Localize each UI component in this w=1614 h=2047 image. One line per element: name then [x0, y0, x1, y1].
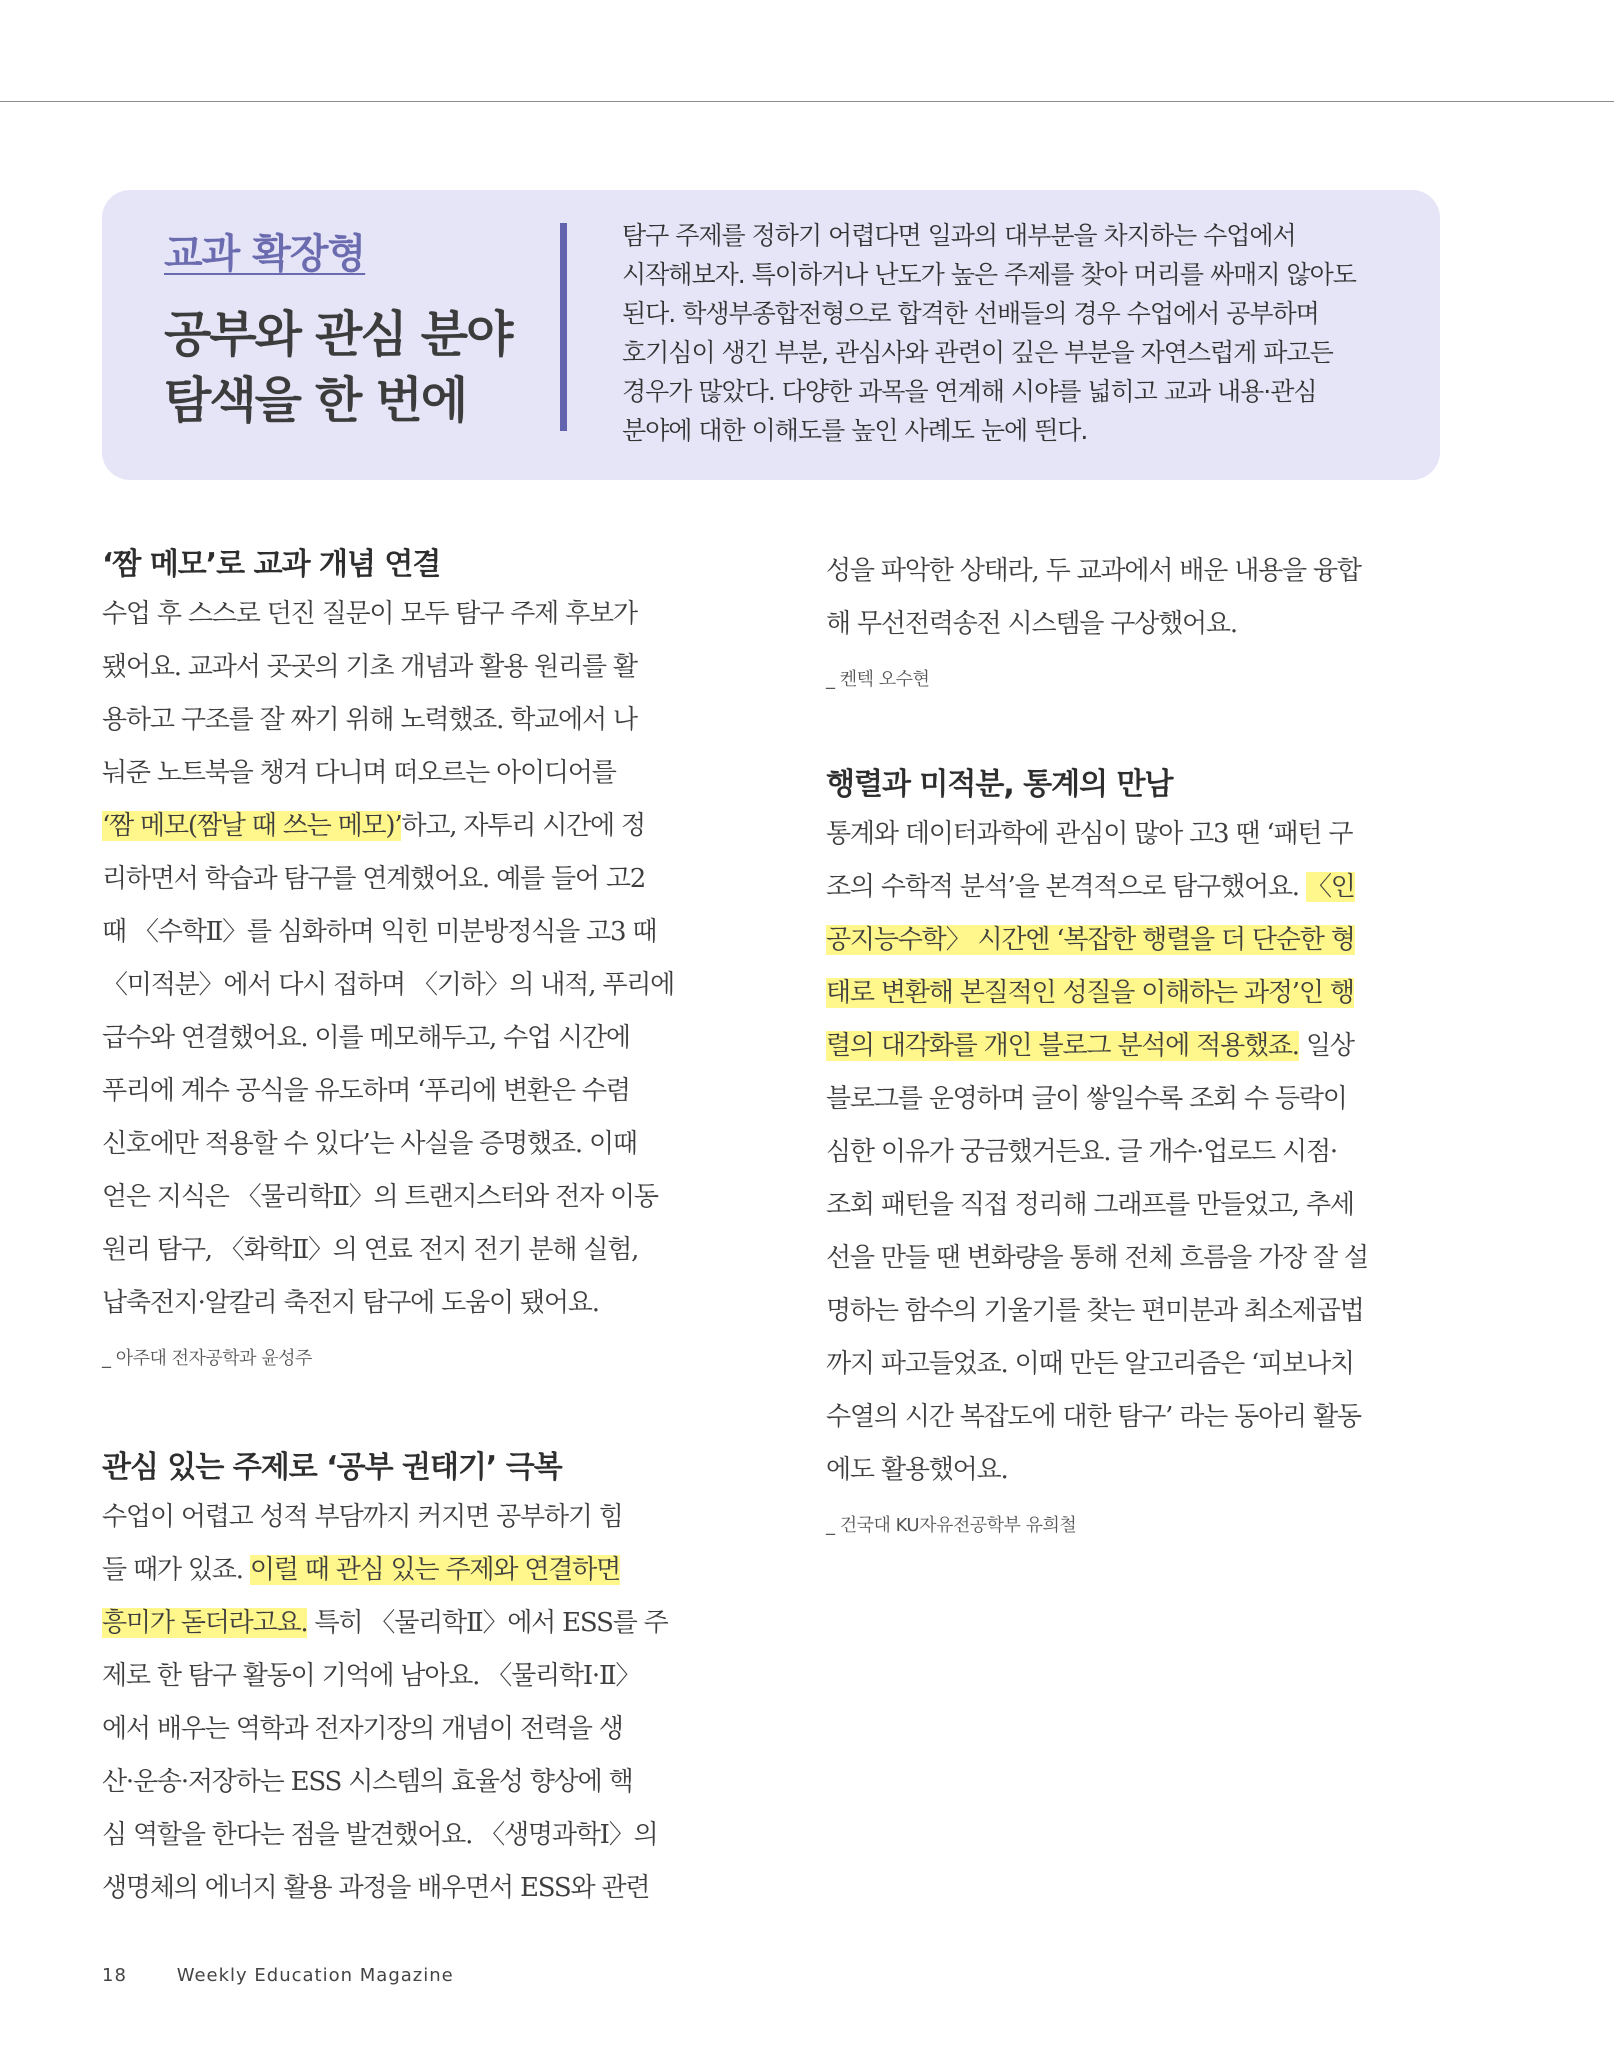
- body-line: 선을 만들 땐 변화량을 통해 전체 흐름을 가장 잘 설: [826, 1243, 1368, 1273]
- section-heading: ‘짬 메모’로 교과 개념 연결: [102, 547, 441, 582]
- intro-category-tag: 교과 확장형: [164, 231, 366, 277]
- section-heading: 행렬과 미적분, 통계의 만남: [826, 767, 1173, 802]
- body-line: 용하고 구조를 잘 짜기 위해 노력했죠. 학교에서 나: [102, 705, 637, 735]
- body-line: [826, 914, 1442, 967]
- body-text: 특히 〈물리학Ⅱ〉에서 ESS를 주: [307, 1608, 668, 1638]
- body-line: 명하는 함수의 기울기를 찾는 편미분과 최소제곱법: [826, 1296, 1364, 1326]
- intro-vertical-divider: [560, 223, 567, 431]
- section-spacer: [826, 692, 1442, 765]
- body-line: 신호에만 적용할 수 있다’는 사실을 증명했죠. 이때: [102, 1129, 637, 1159]
- source-credit: _ 건국대 KU자유전공학부 유희철: [826, 1515, 1077, 1536]
- intro-description: [622, 216, 1422, 450]
- body-text: 일상: [1298, 1031, 1354, 1061]
- page-number: 18: [102, 1965, 127, 1986]
- body-line: 제로 한 탐구 활동이 기억에 남아요. 〈물리학Ⅰ·Ⅱ〉: [102, 1661, 641, 1691]
- body-line: 원리 탐구, 〈화학Ⅱ〉의 연료 전지 전기 분해 실험,: [102, 1235, 639, 1265]
- highlighted-text: 태로 변환해 본질적인 성질을 이해하는 과정’인 행: [826, 978, 1354, 1008]
- intro-title-line: 공부와 관심 분야: [164, 306, 512, 363]
- intro-description-line: 탐구 주제를 정하기 어렵다면 일과의 대부분을 차지하는 수업에서: [622, 221, 1296, 250]
- intro-title-line: 탐색을 한 번에: [164, 372, 467, 429]
- body-line: 〈미적분〉에서 다시 접하며 〈기하〉의 내적, 푸리에: [102, 970, 675, 1000]
- intro-description-line: 된다. 학생부종합전형으로 합격한 선배들의 경우 수업에서 공부하며: [622, 299, 1319, 328]
- intro-box: [102, 190, 1440, 480]
- body-line: 심 역할을 한다는 점을 발견했어요. 〈생명과학Ⅰ〉의: [102, 1820, 658, 1850]
- body-line: 심한 이유가 궁금했거든요. 글 개수·업로드 시점·: [826, 1137, 1337, 1167]
- body-line: 생명체의 에너지 활용 과정을 배우면서 ESS와 관련: [102, 1873, 650, 1903]
- body-line: 수열의 시간 복잡도에 대한 탐구’ 라는 동아리 활동: [826, 1402, 1361, 1432]
- body-line: [826, 967, 1442, 1020]
- body-line: 산·운송·저장하는 ESS 시스템의 효율성 향상에 핵: [102, 1767, 633, 1797]
- body-line: [102, 800, 720, 853]
- highlighted-text: 공지능수학〉 시간엔 ‘복잡한 행렬을 더 단순한 형: [826, 925, 1355, 955]
- body-line: 눠준 노트북을 챙겨 다니며 떠오르는 아이디어를: [102, 758, 616, 788]
- section-matrix: [826, 765, 1442, 1538]
- body-line: 블로그를 운영하며 글이 쌓일수록 조회 수 등락이: [826, 1084, 1347, 1114]
- body-line: [102, 1544, 720, 1597]
- body-line: 조회 패턴을 직접 정리해 그래프를 만들었고, 추세: [826, 1190, 1354, 1220]
- left-column: [102, 545, 720, 1915]
- body-line: 납축전지·알칼리 축전지 탐구에 도움이 됐어요.: [102, 1288, 599, 1318]
- highlighted-text: 이럴 때 관심 있는 주제와 연결하면: [249, 1555, 620, 1585]
- body-line: 수업이 어렵고 성적 부담까지 커지면 공부하기 힘: [102, 1502, 623, 1532]
- highlighted-text: 렬의 대각화를 개인 블로그 분석에 적용했죠.: [826, 1031, 1299, 1061]
- body-line: 성을 파악한 상태라, 두 교과에서 배운 내용을 융합: [826, 556, 1361, 586]
- body-line: [826, 861, 1442, 914]
- body-text: 하고, 자투리 시간에 정: [401, 811, 645, 841]
- body-line: 리하면서 학습과 탐구를 연계했어요. 예를 들어 고2: [102, 864, 646, 894]
- body-line: [102, 1597, 720, 1650]
- body-line: 때 〈수학Ⅱ〉를 심화하며 익힌 미분방정식을 고3 때: [102, 917, 657, 947]
- body-line: [826, 1020, 1442, 1073]
- body-line: 에도 활용했어요.: [826, 1455, 1008, 1485]
- body-text: 들 때가 있죠.: [102, 1555, 250, 1585]
- top-divider-line: [0, 101, 1614, 102]
- highlighted-text: 〈인: [1305, 872, 1355, 902]
- intro-title: [164, 302, 511, 434]
- section-heading: 관심 있는 주제로 ‘공부 권태기’ 극복: [102, 1450, 562, 1485]
- intro-description-line: 호기심이 생긴 부분, 관심사와 관련이 깊은 부분을 자연스럽게 파고든: [622, 338, 1333, 367]
- highlighted-text: ‘짬 메모(짬날 때 쓰는 메모)’: [102, 811, 402, 841]
- right-column: [826, 545, 1442, 1538]
- section-interest: [102, 1448, 720, 1915]
- intro-description-line: 분야에 대한 이해도를 높인 사례도 눈에 띈다.: [622, 416, 1088, 445]
- section-memo: [102, 545, 720, 1371]
- section-interest-continued: [826, 545, 1442, 692]
- body-line: 됐어요. 교과서 곳곳의 기초 개념과 활용 원리를 활: [102, 652, 637, 682]
- body-text: 조의 수학적 분석’을 본격적으로 탐구했어요.: [826, 872, 1306, 902]
- body-line: 얻은 지식은 〈물리학Ⅱ〉의 트랜지스터와 전자 이동: [102, 1182, 658, 1212]
- intro-description-line: 시작해보자. 특이하거나 난도가 높은 주제를 찾아 머리를 싸매지 않아도: [622, 260, 1356, 289]
- intro-description-line: 경우가 많았다. 다양한 과목을 연계해 시야를 넓히고 교과 내용·관심: [622, 377, 1317, 406]
- section-spacer: [102, 1371, 720, 1448]
- body-line: 급수와 연결했어요. 이를 메모해두고, 수업 시간에: [102, 1023, 630, 1053]
- body-line: 에서 배우는 역학과 전자기장의 개념이 전력을 생: [102, 1714, 623, 1744]
- publication-name: Weekly Education Magazine: [176, 1965, 454, 1986]
- body-line: 통계와 데이터과학에 관심이 많아 고3 땐 ‘패턴 구: [826, 819, 1353, 849]
- source-credit: _ 켄텍 오수현: [826, 669, 930, 690]
- source-credit: _ 아주대 전자공학과 윤성주: [102, 1348, 312, 1369]
- body-line: 푸리에 계수 공식을 유도하며 ‘푸리에 변환은 수렴: [102, 1076, 630, 1106]
- highlighted-text: 흥미가 돋더라고요.: [102, 1608, 308, 1638]
- page-footer: [102, 1965, 454, 1986]
- body-line: 수업 후 스스로 던진 질문이 모두 탐구 주제 후보가: [102, 599, 637, 629]
- body-line: 까지 파고들었죠. 이때 만든 알고리즘은 ‘피보나치: [826, 1349, 1354, 1379]
- body-line: 해 무선전력송전 시스템을 구상했어요.: [826, 609, 1237, 639]
